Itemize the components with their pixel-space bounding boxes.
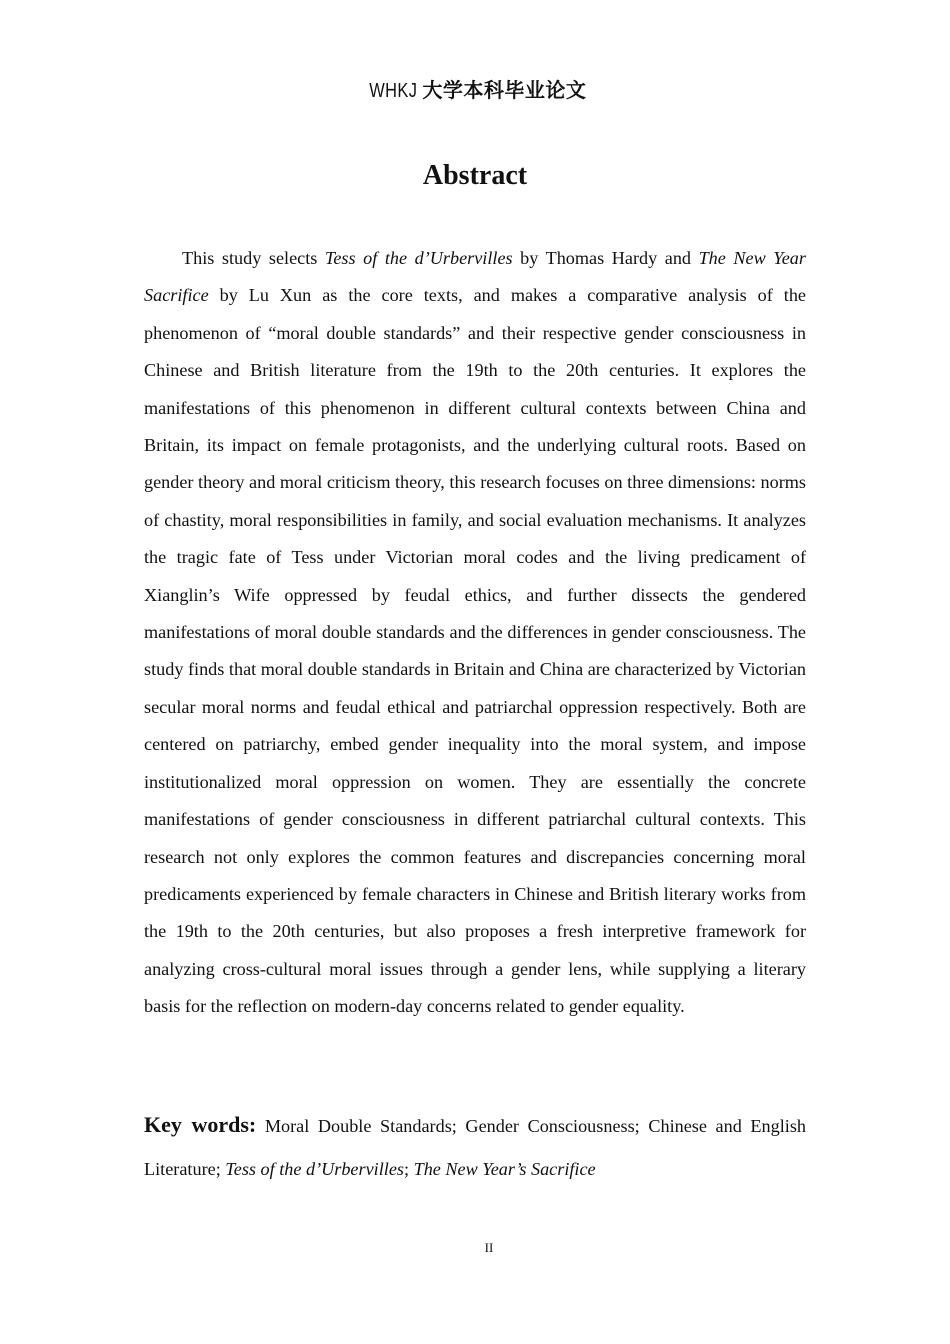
keywords-list: Moral Double Standards; Gender Consciousness; Chinese and English Literature; [144,1116,806,1179]
abstract-text-2: by Thomas Hardy and [512,248,699,268]
keyword-work-title-sacrifice: The New Year’s Sacrifice [413,1159,596,1179]
header-university-abbrev: WHKJ [368,80,418,102]
header-thesis-type: 大学本科毕业论文 [422,78,587,102]
keywords-section [144,1103,806,1191]
keywords-separator: ; [403,1159,414,1179]
abstract-work-title-tess: Tess of the d’Urbervilles [324,248,513,268]
running-header [0,74,950,103]
abstract-text-3: by Lu Xun as the core texts, and makes a comparative analysis of the phenomenon of “moral double standards” and their respective gender consciousness in Chinese and British literature from the 19th to the 20th centuries. It explores the manifestations of this phenomenon in different cultural contexts between China and Britain, its impact on female protagonists, and the underlying cultural roots. Based on gender theory and moral criticism theory, this research focuses on three dimensions: norms of chastity, moral responsibilities in family, and social evaluation mechanisms. It analyzes the tragic fate of Tess under Victorian moral codes and the living predicament of Xianglin’s Wife oppressed by feudal ethics, and further dissects the gendered manifestations of moral double standards and the differences in gender consciousness. The study finds that moral double standards in Britain and China are characterized by Victorian secular moral norms and feudal ethical and patriarchal oppression respectively. Both are centered on patriarchy, embed gender inequality into the moral system, and impose institutionalized moral oppression on women. They are essentially the concrete manifestations of gender consciousness in different patriarchal cultural contexts. This research not only explores the common features and discrepancies concerning moral predicaments experienced by female characters in Chinese and British literary works from the 19th to the 20th centuries, but also proposes a fresh interpretive framework for analyzing cross-cultural moral issues through a gender lens, while supplying a literary basis for the reflection on modern-day concerns related to gender equality. [144,285,806,1017]
page-title: Abstract [422,160,528,191]
page-number: II [484,1240,494,1255]
abstract-text-1: This study selects [182,248,325,268]
abstract-work-title-sacrifice: The New Year Sacrifice [144,248,806,306]
abstract-paragraph [144,240,806,1026]
keywords-label: Key words: [144,1112,257,1137]
keyword-work-title-tess: Tess of the d’Urbervilles [225,1159,404,1179]
